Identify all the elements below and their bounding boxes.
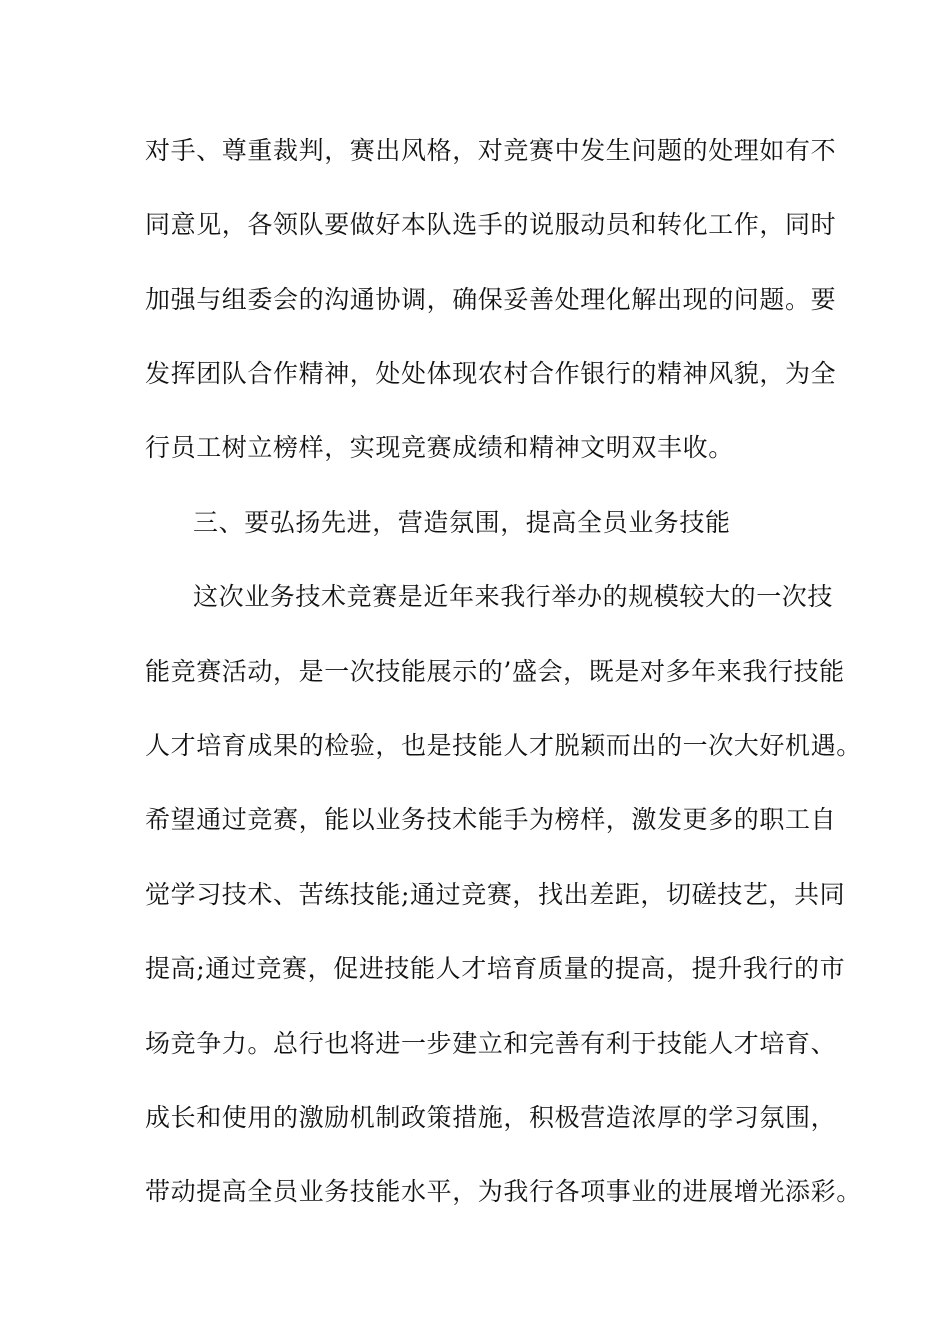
paragraph-line: 加强与组委会的沟通协调，确保妥善处理化解出现的问题。要 [145,285,837,314]
paragraph-line: 成长和使用的激励机制政策措施，积极营造浓厚的学习氛围， [145,1103,837,1132]
paragraph-line: 带动提高全员业务技能水平，为我行各项事业的进展增光添彩。 [145,1177,862,1206]
paragraph-line: 人才培育成果的检验，也是技能人才脱颖而出的一次大好机遇。 [145,731,862,760]
paragraph-line: 行员工树立榜样，实现竞赛成绩和精神文明双丰收。 [145,433,734,462]
paragraph-line: 场竞争力。总行也将进一步建立和完善有利于技能人才培育、 [145,1029,837,1058]
paragraph-line: 同意见，各领队要做好本队选手的说服动员和转化工作，同时 [145,210,837,239]
paragraph-line: 提高;通过竞赛，促进技能人才培育质量的提高，提升我行的市 [145,954,846,983]
paragraph-line: 对手、尊重裁判，赛出风格，对竞赛中发生问题的处理如有不 [145,136,837,165]
paragraph-line: 这次业务技术竞赛是近年来我行举办的规模较大的一次技 [193,582,834,611]
section-heading: 三、要弘扬先进，营造氛围，提高全员业务技能 [193,508,731,537]
paragraph-line: 能竞赛活动，是一次技能展示的’盛会，既是对多年来我行技能 [145,657,845,686]
paragraph-line: 发挥团队合作精神，处处体现农村合作银行的精神风貌，为全 [145,359,837,388]
paragraph-line: 希望通过竞赛，能以业务技术能手为榜样，激发更多的职工自 [145,805,837,834]
paragraph-line: 觉学习技术、苦练技能;通过竞赛，找出差距，切磋技艺，共同 [145,880,846,909]
